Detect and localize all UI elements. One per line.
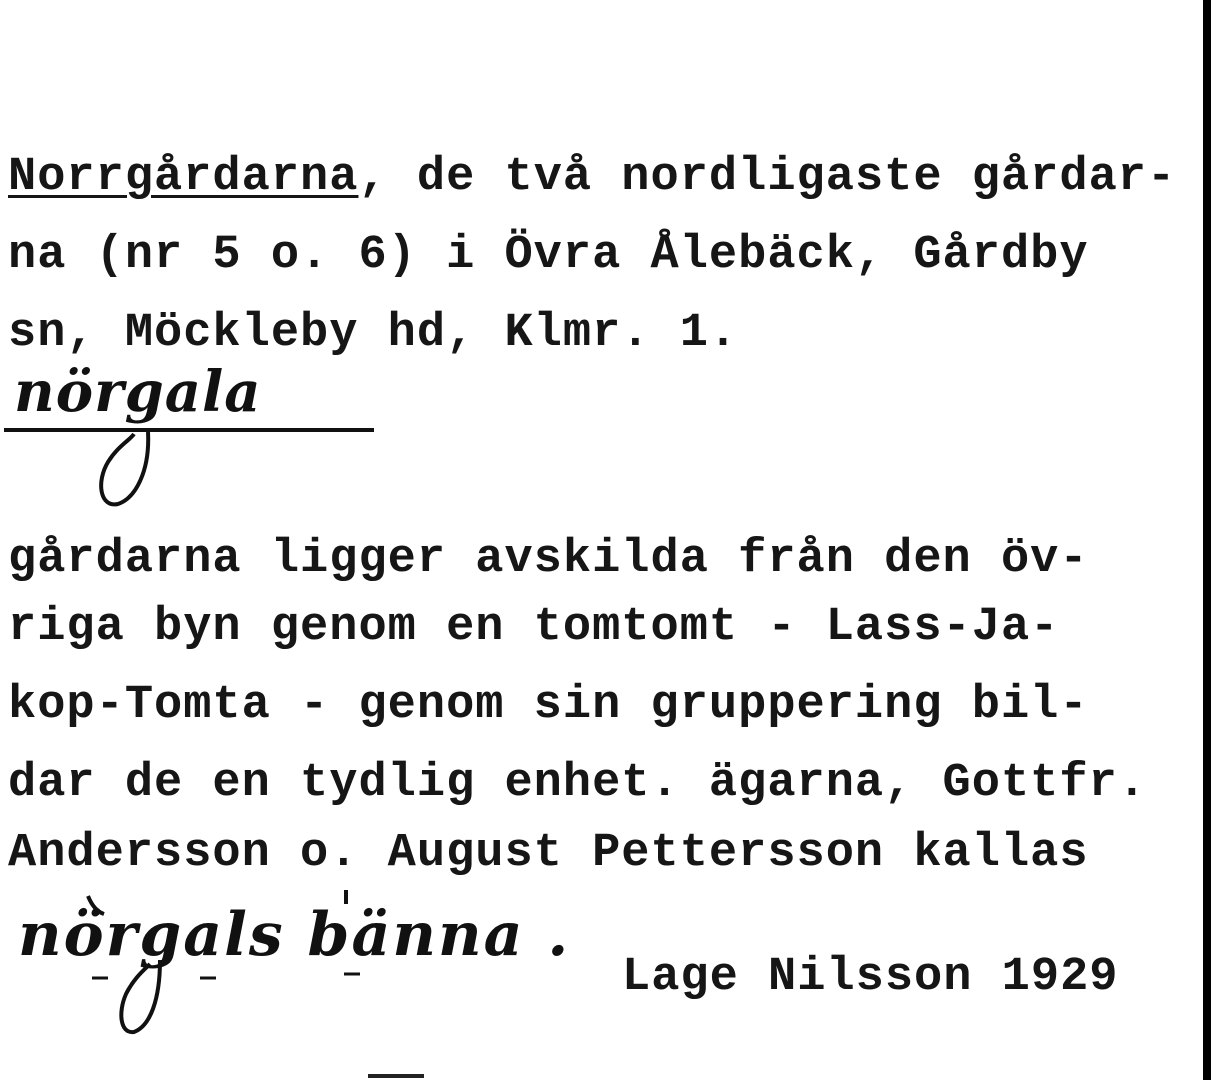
text-line-2: na (nr 5 o. 6) i Övra Ålebäck, Gårdby (8, 229, 1089, 282)
handwritten-pronunciation-1: nörgala (14, 359, 262, 425)
text-line-6: kop-Tomta - genom sin gruppering bil- (8, 679, 1089, 732)
text-line-5: riga byn genom en tomtomt - Lass-Ja- (8, 601, 1060, 654)
handwritten-underline (4, 428, 374, 432)
bottom-mark (368, 1074, 424, 1078)
text-line-8: Andersson o. August Pettersson kallas (8, 827, 1089, 880)
text-line-3: sn, Möckleby hd, Klmr. 1. (8, 307, 739, 360)
handwritten-pronunciation-2: nörgals bänna . (18, 900, 571, 970)
text-line-1 (8, 150, 1176, 206)
text-line-4: gårdarna ligger avskilda från den öv- (8, 533, 1089, 586)
descender-loop-2 (121, 960, 160, 1032)
headword: Norrgårdarna (8, 151, 359, 204)
descender-loop-1 (101, 432, 148, 504)
signature: Lage Nilsson 1929 (622, 951, 1119, 1004)
text-line-7: dar de en tydlig enhet. ägarna, Gottfr. (8, 757, 1147, 810)
card-right-edge (1203, 0, 1211, 1080)
text-line-1-rest: , de två nordligaste gårdar- (358, 151, 1177, 204)
